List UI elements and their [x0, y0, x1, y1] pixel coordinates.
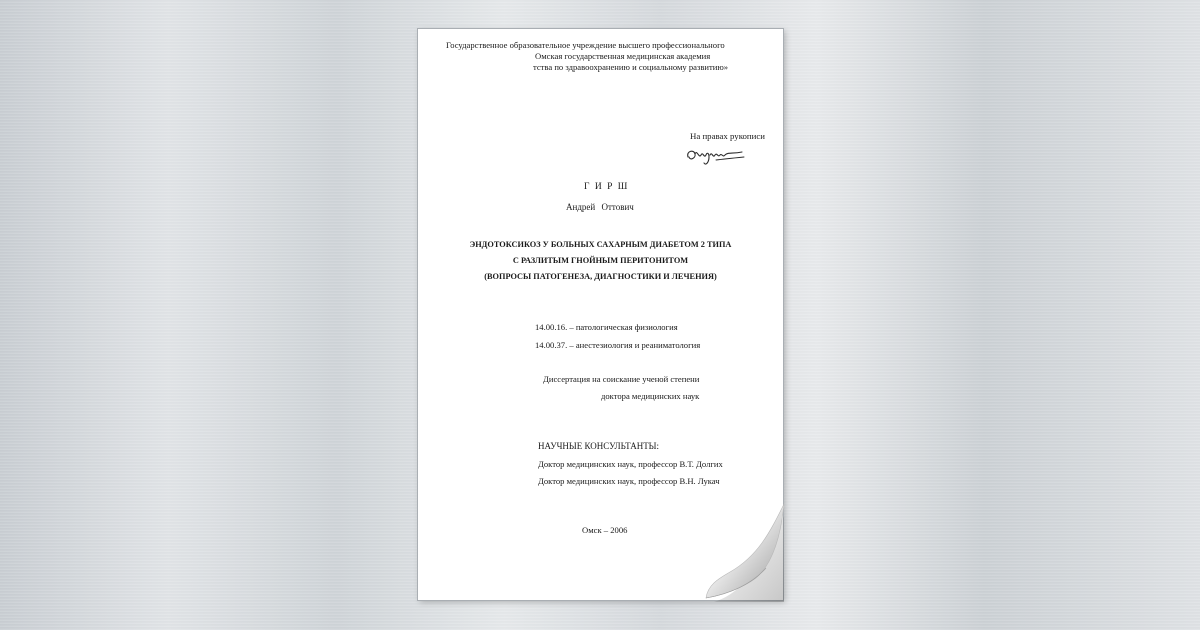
title-line-1: ЭНДОТОКСИКОЗ У БОЛЬНЫХ САХАРНЫМ ДИАБЕТОМ 2 ТИПА	[469, 240, 732, 249]
page-curl	[700, 498, 784, 602]
specialty-line-1: 14.00.16. – патологическая физиология	[535, 322, 678, 332]
institution-line-1: Государственное образовательное учреждение высшего профессионального	[446, 40, 725, 50]
institution-line-3: тства по здравоохранению и социальному развитию»	[533, 62, 729, 72]
specialty-line-2: 14.00.37. – анестезиология и реаниматология	[535, 340, 701, 350]
consultant-line-2: Доктор медицинских наук, профессор В.Н. Лукач	[538, 476, 720, 486]
title-line-2: С РАЗЛИТЫМ ГНОЙНЫМ ПЕРИТОНИТОМ	[512, 256, 689, 265]
author-given-name: Андрей Оттович	[566, 202, 634, 212]
consultants-heading: НАУЧНЫЕ КОНСУЛЬТАНТЫ:	[538, 441, 660, 451]
consultant-line-1: Доктор медицинских наук, профессор В.Т. Долгих	[538, 459, 723, 469]
rights-note: На правах рукописи	[690, 131, 765, 141]
institution-line-2: Омская государственная медицинская академия	[535, 51, 711, 61]
dissertation-line-2: доктора медицинских наук	[601, 391, 700, 401]
author-surname: Г И Р Ш	[584, 182, 629, 192]
handwritten-signature	[682, 143, 748, 169]
city-year: Омск – 2006	[582, 525, 628, 535]
dissertation-line-1: Диссертация на соискание ученой степени	[543, 374, 700, 384]
title-line-3: (ВОПРОСЫ ПАТОГЕНЕЗА, ДИАГНОСТИКИ И ЛЕЧЕНИЯ)	[484, 272, 717, 281]
